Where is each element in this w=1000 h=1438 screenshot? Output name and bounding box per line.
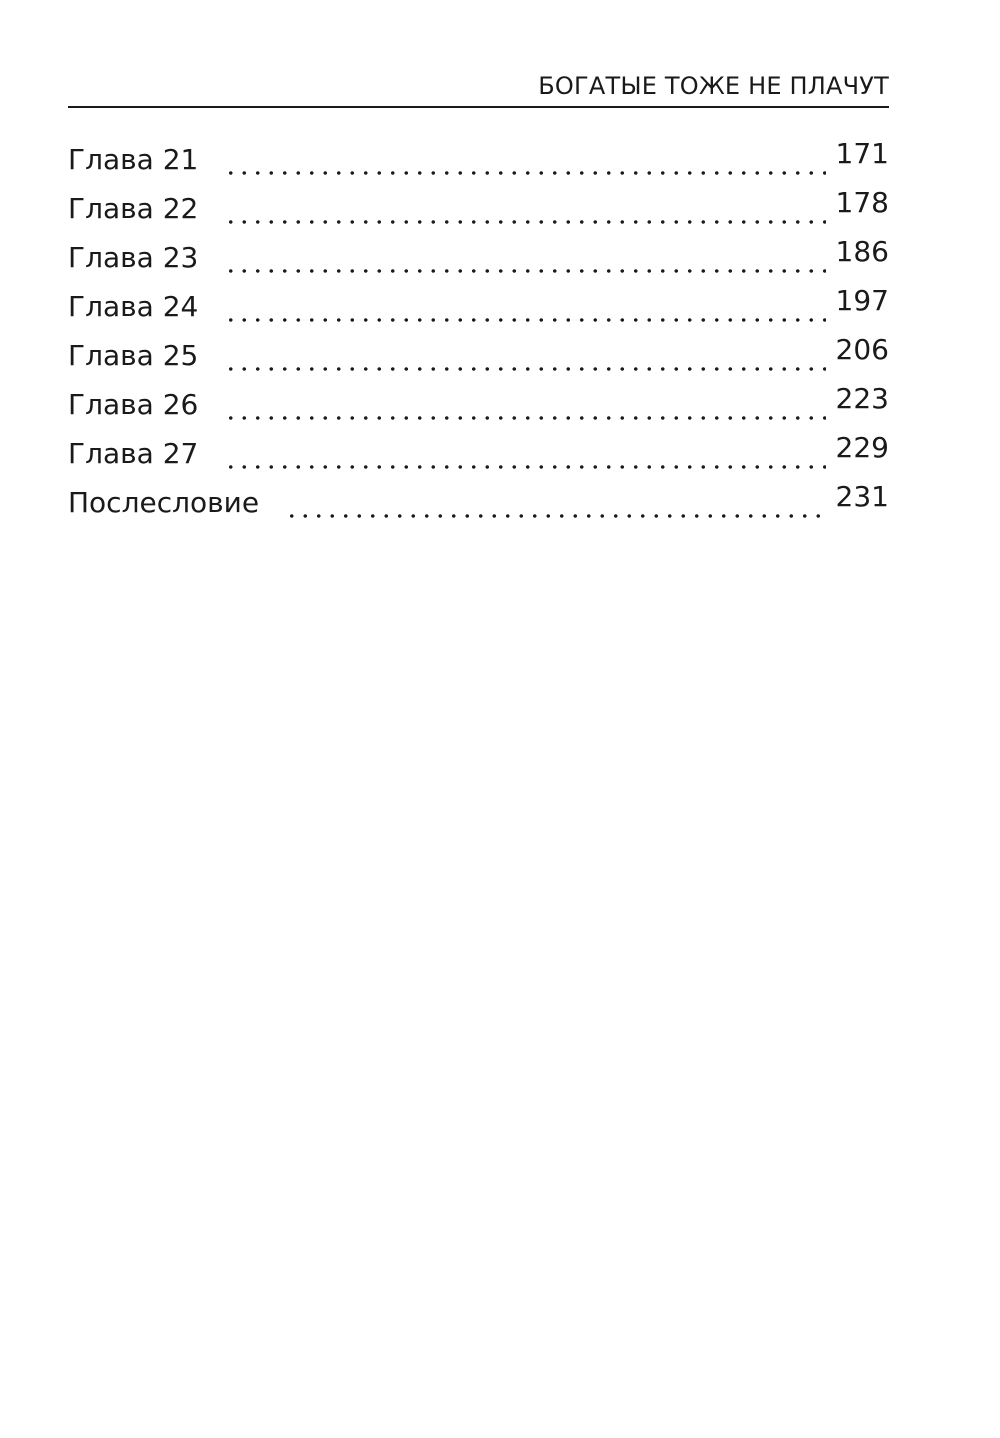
dot-leader xyxy=(224,220,825,224)
toc-entry[interactable] xyxy=(68,235,889,287)
toc-entry-label: Глава 25 xyxy=(68,339,199,372)
dot-leader xyxy=(224,416,825,420)
toc-entry-label: Глава 26 xyxy=(68,388,199,421)
toc-entry-page: 223 xyxy=(835,382,889,415)
toc-entry-label: Послесловие xyxy=(68,486,260,519)
toc-entry[interactable] xyxy=(68,284,889,336)
toc-entry-page: 171 xyxy=(835,137,889,170)
toc-entry-label: Глава 27 xyxy=(68,437,199,470)
toc-entry-label: Глава 21 xyxy=(68,143,199,176)
toc-entry[interactable] xyxy=(68,137,889,189)
toc-entry[interactable] xyxy=(68,480,889,532)
toc-entry-page: 197 xyxy=(835,284,889,317)
dot-leader xyxy=(224,465,825,469)
toc-entry-label: Глава 23 xyxy=(68,241,199,274)
running-title: БОГАТЫЕ ТОЖЕ НЕ ПЛАЧУТ xyxy=(538,72,889,100)
dot-leader xyxy=(224,269,825,273)
toc-entry-page: 178 xyxy=(835,186,889,219)
toc-entry[interactable] xyxy=(68,186,889,238)
toc-entry[interactable] xyxy=(68,431,889,483)
toc-entry-page: 231 xyxy=(835,480,889,513)
toc-entry-page: 206 xyxy=(835,333,889,366)
toc-entry[interactable] xyxy=(68,382,889,434)
toc-entry[interactable] xyxy=(68,333,889,385)
toc-entry-page: 186 xyxy=(835,235,889,268)
dot-leader xyxy=(224,318,825,322)
page-header xyxy=(68,70,889,108)
dot-leader xyxy=(224,171,825,175)
dot-leader xyxy=(224,367,825,371)
table-of-contents xyxy=(68,137,889,532)
dot-leader xyxy=(285,514,825,518)
toc-entry-label: Глава 24 xyxy=(68,290,199,323)
toc-entry-page: 229 xyxy=(835,431,889,464)
toc-entry-label: Глава 22 xyxy=(68,192,199,225)
